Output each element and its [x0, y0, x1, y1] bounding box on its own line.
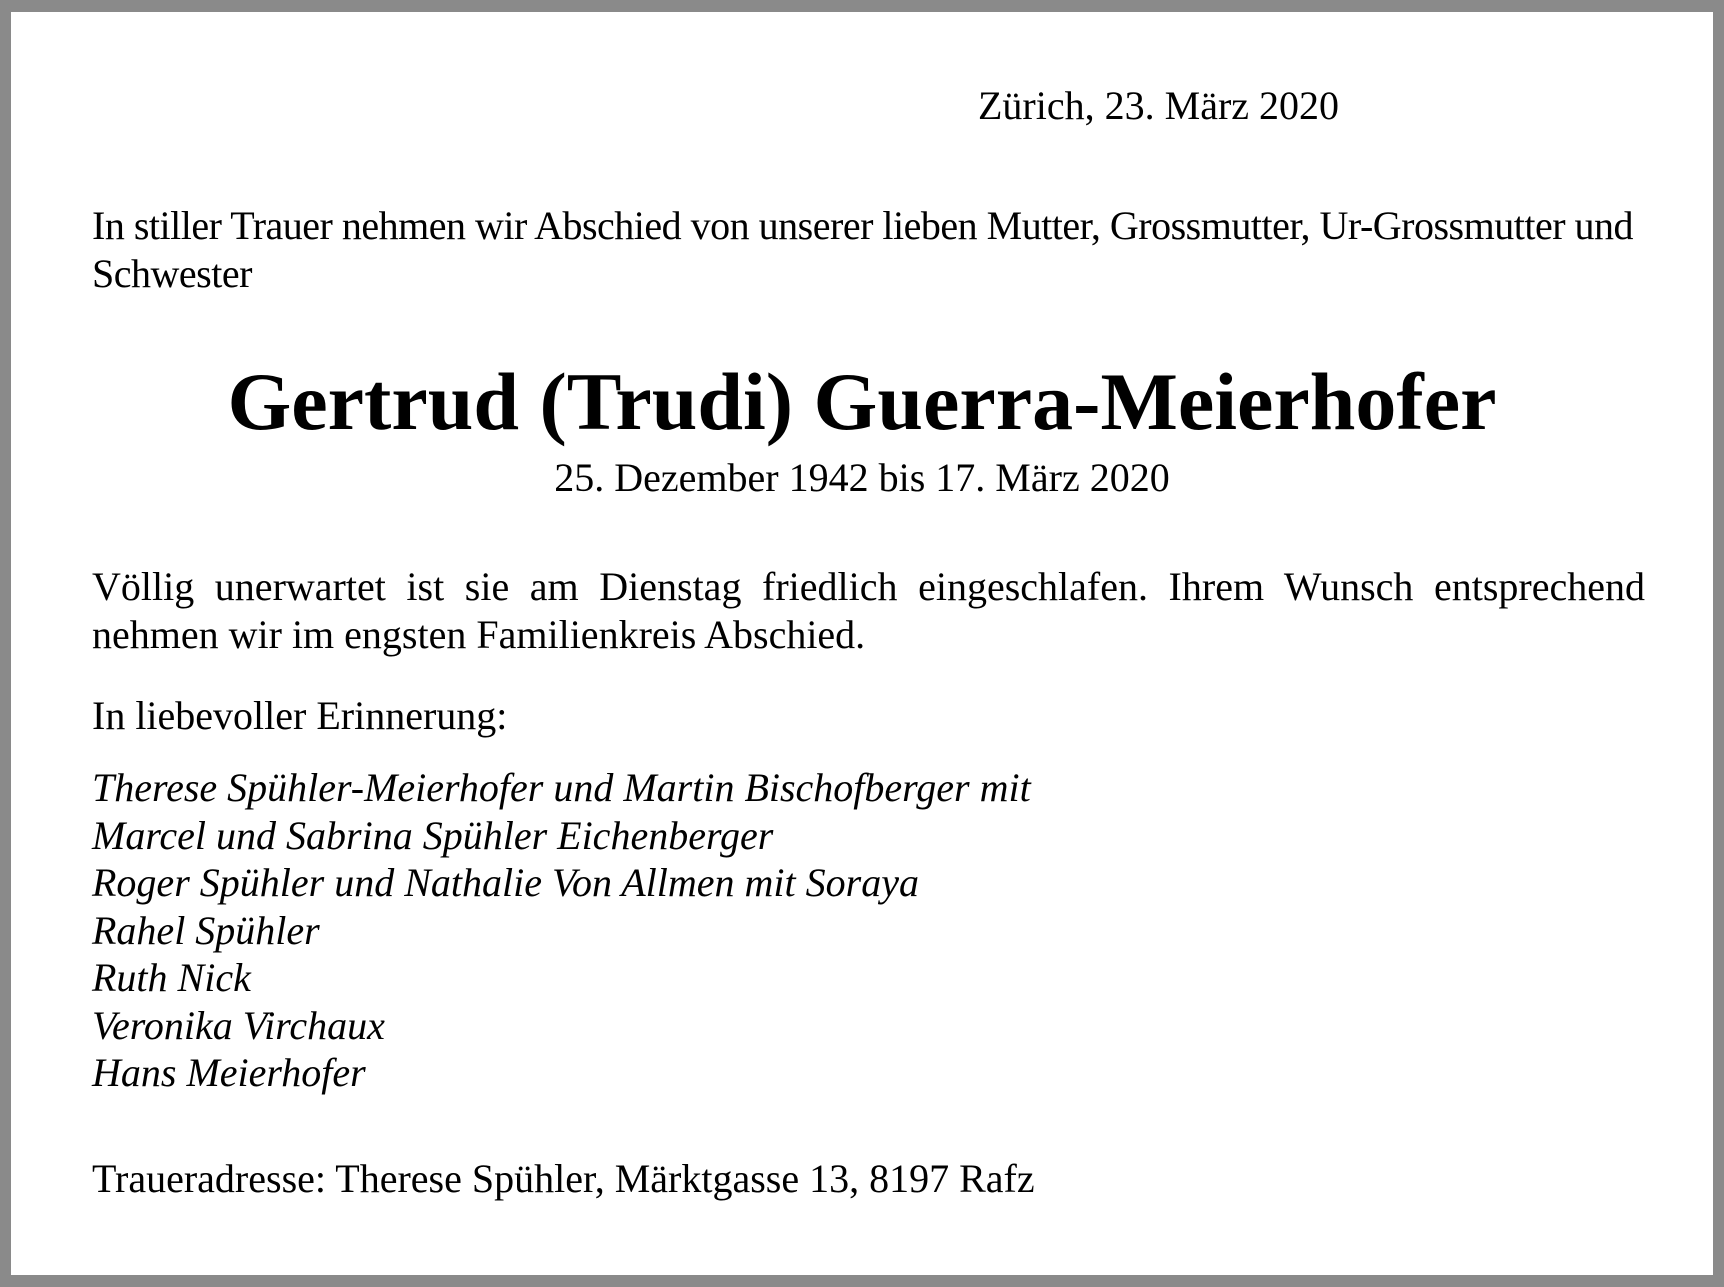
obituary-page	[11, 12, 1713, 1275]
notice-body: Völlig unerwartet ist sie am Dienstag friedlich eingeschlafen. Ihrem Wunsch entsprechend nehmen wir im engsten Familienkreis Abschied.	[92, 564, 1645, 657]
mourner-item: Therese Spühler-Meierhofer und Martin Bischofberger mit	[92, 765, 1031, 810]
deceased-name: Gertrud (Trudi) Guerra-Meierhofer	[227, 356, 1497, 447]
mourner-item: Marcel und Sabrina Spühler Eichenberger	[92, 812, 774, 858]
place-date: Zürich, 23. März 2020	[978, 83, 1340, 128]
mourners-list	[92, 764, 1031, 1097]
mourner-item: Roger Spühler und Nathalie Von Allmen mit Soraya	[92, 860, 919, 905]
intro-text: In stiller Trauer nehmen wir Abschied von unserer lieben Mutter, Grossmutter, Ur-Grossmutter und Schwester	[92, 203, 1634, 296]
mourning-address: Traueradresse: Therese Spühler, Märktgasse 13, 8197 Rafz	[92, 1156, 1035, 1201]
mourner-item: Veronika Virchaux	[92, 1002, 385, 1048]
mourner-item: Hans Meierhofer	[92, 1050, 366, 1095]
mourner-item: Ruth Nick	[92, 955, 251, 1000]
mourner-item: Rahel Spühler	[92, 907, 320, 953]
memory-heading: In liebevoller Erinnerung:	[92, 693, 508, 738]
lifespan-dates: 25. Dezember 1942 bis 17. März 2020	[554, 455, 1170, 500]
